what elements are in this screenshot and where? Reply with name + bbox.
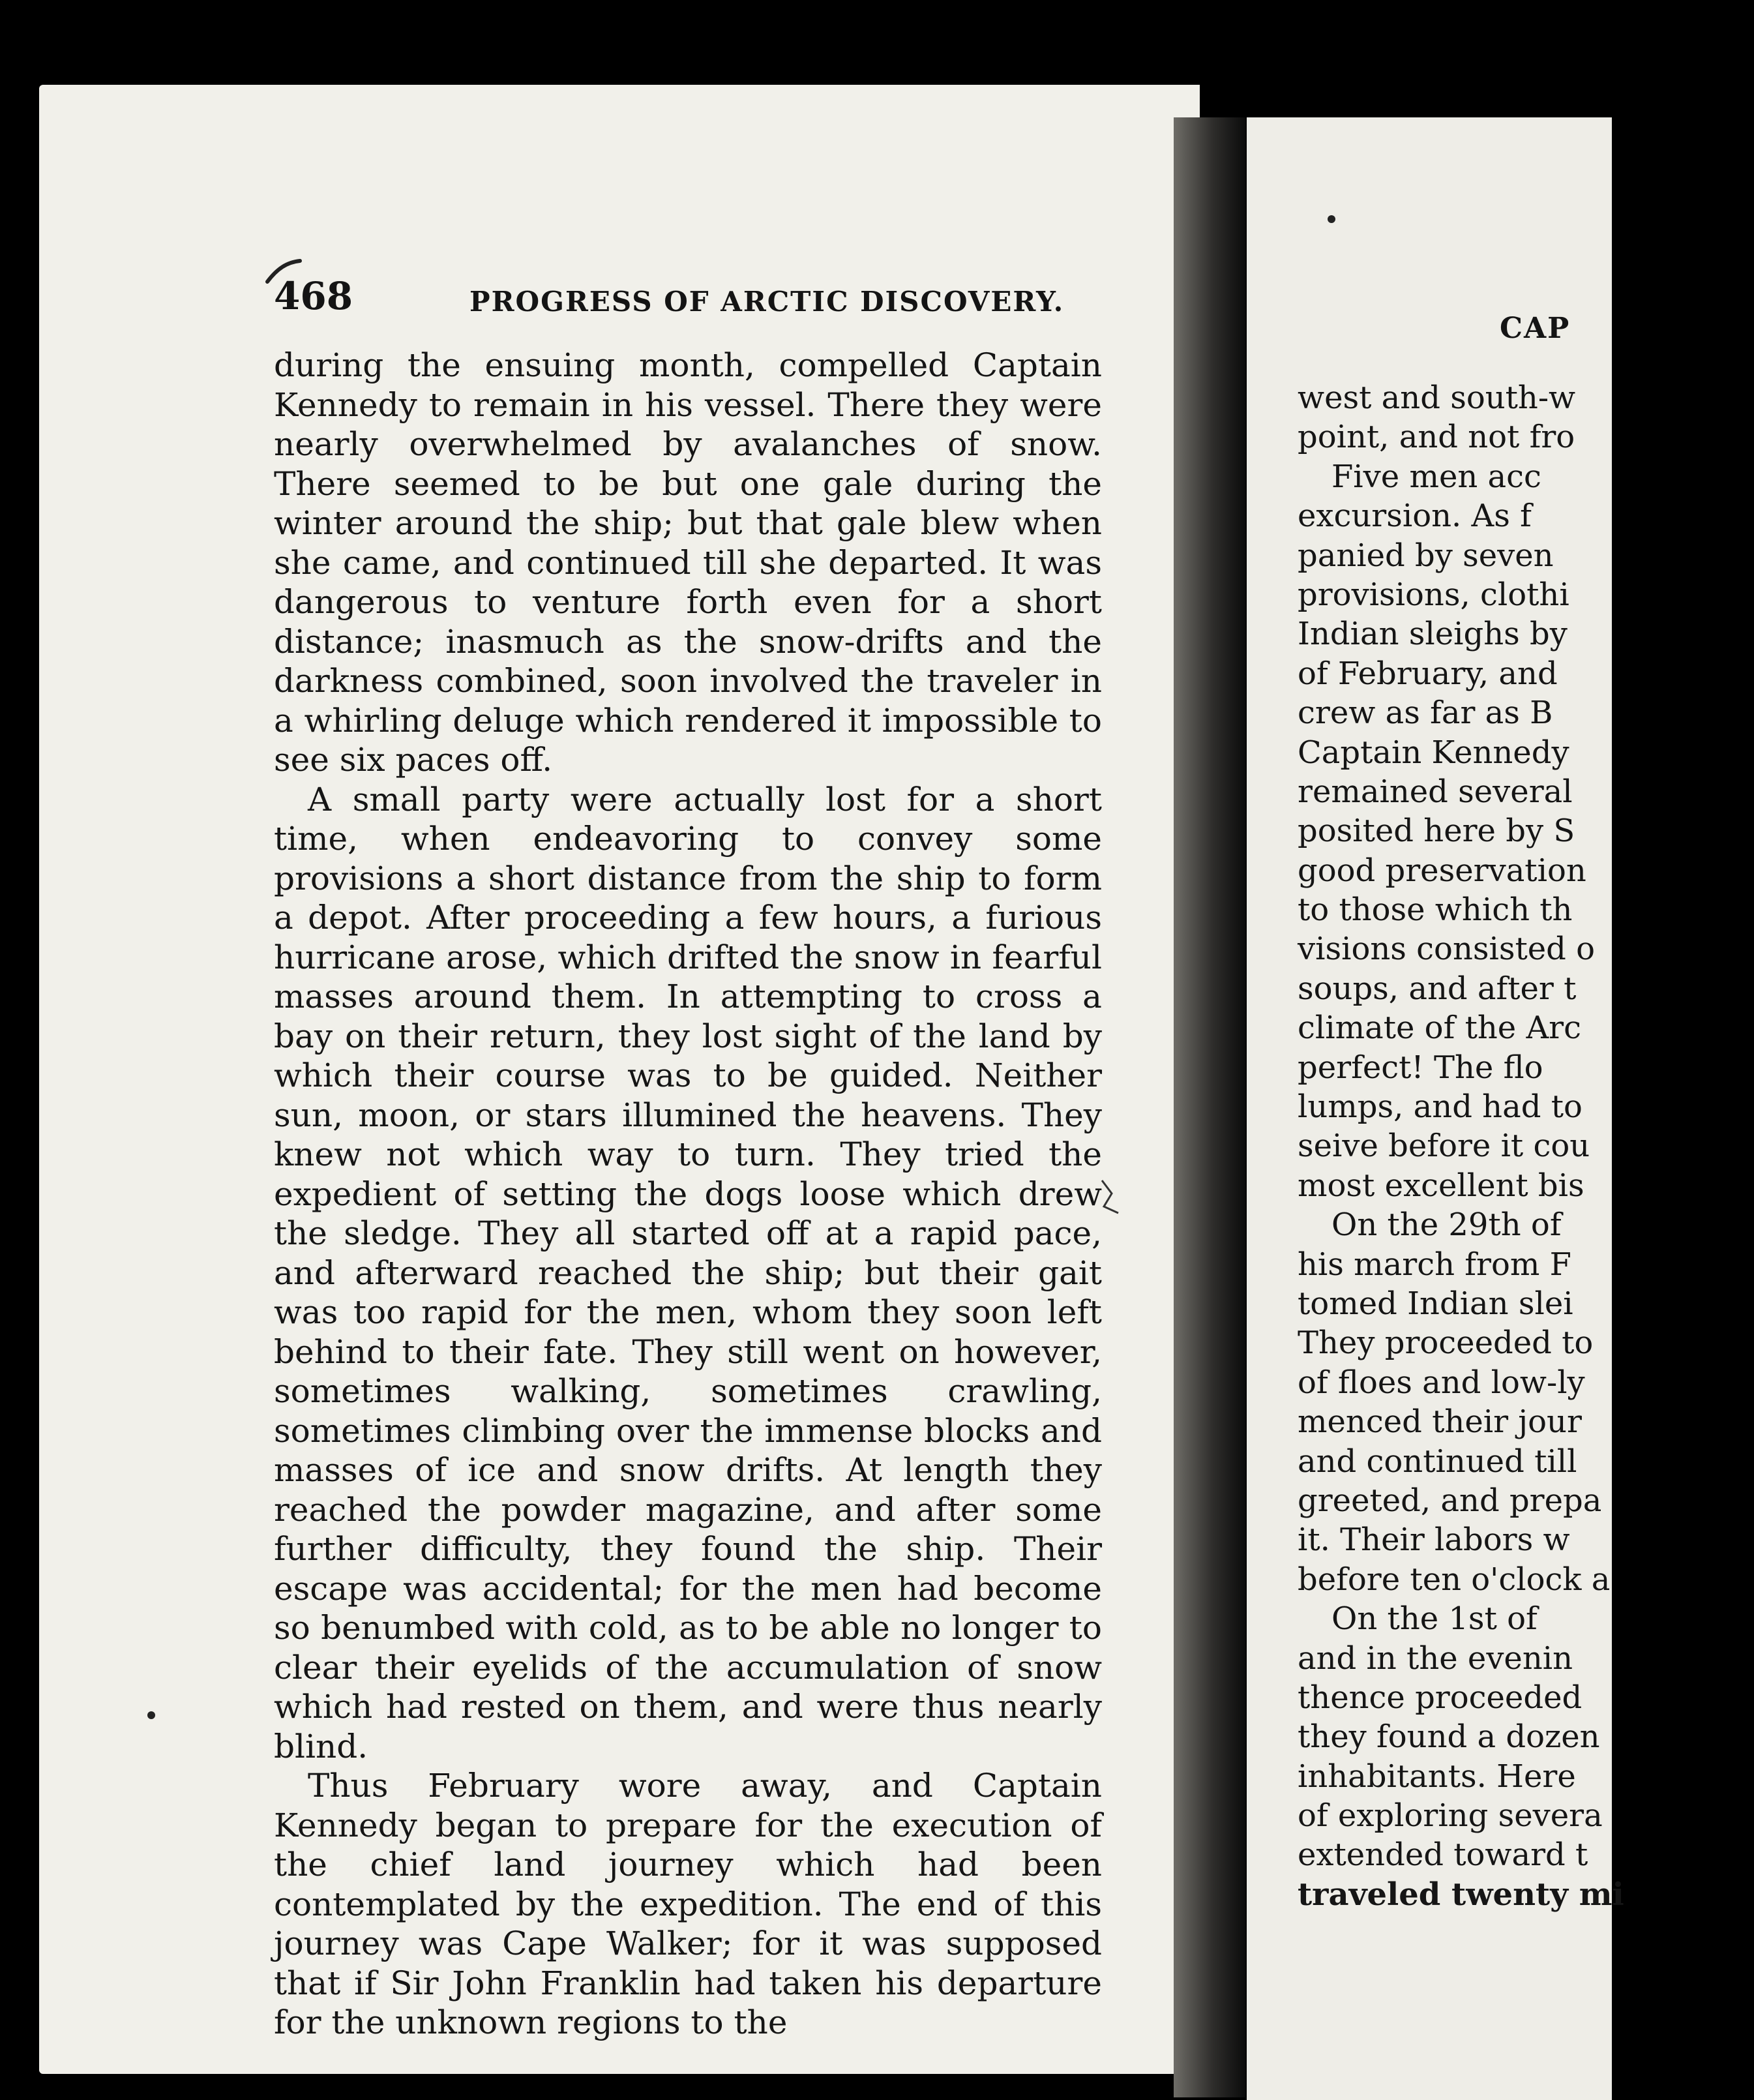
right-line: greeted, and prepa	[1298, 1482, 1602, 1519]
right-line: visions consisted o	[1298, 931, 1596, 968]
right-line: Captain Kennedy	[1298, 734, 1569, 771]
right-line: to those which th	[1298, 892, 1573, 929]
right-page-body	[1298, 378, 1754, 1914]
right-line: lumps, and had to	[1298, 1088, 1583, 1126]
right-line: remained several	[1298, 773, 1573, 810]
paragraph-2: A small party were actually lost for a short time, when endeavoring to convey some provisions a short distance from the ship to form a depot. After proceeding a few hours, a furious hurricane arose, which drifted the snow in fearful masses around them. In attempting to cross a bay on their return, they lost sight of the land by which their course was to be guided. Neither sun, moon, or stars illumined the heavens. They knew not which way to turn. They tried the expedient of setting the dogs loose which drew the sledge. They all started off at a rapid pace, and afterward reached the ship; but their gait was too rapid for the men, whom they soon left behind to their fate. They still went on however, sometimes walking, sometimes crawling, sometimes climbing over the immense blocks and masses of ice and snow drifts. At length they reached the powder magazine, and after some further difficulty, they found the ship. Their escape was accidental; for the men had become so benumbed with cold, as to be able no longer to clear their eyelids of the accumulation of snow which had rested on them, and were thus nearly blind.	[274, 780, 1102, 1765]
right-line: Five men acc	[1331, 458, 1541, 495]
right-line: west and south-w	[1298, 380, 1576, 416]
right-line: of floes and low-ly	[1298, 1364, 1585, 1401]
paragraph-3: Thus February wore away, and Captain Kennedy began to prepare for the execution of the chief land journey which had been contemplated by the expedition. The end of this journey was Cape Walker; for it was supposed that if Sir John Franklin had taken his departure for the unknown regions to the	[274, 1767, 1102, 2041]
right-line: extended toward t	[1298, 1837, 1588, 1874]
right-line: and in the evenin	[1298, 1640, 1573, 1677]
right-line: perfect! The flo	[1298, 1049, 1543, 1086]
page-number: 468	[274, 274, 353, 318]
right-line: seive before it cou	[1298, 1128, 1590, 1165]
right-line: it. Their labors w	[1298, 1522, 1570, 1559]
right-line: panied by seven	[1298, 537, 1554, 574]
right-line: They proceeded to	[1298, 1325, 1594, 1362]
right-line: and continued till	[1298, 1443, 1577, 1480]
right-line: traveled twenty mi	[1298, 1876, 1624, 1913]
right-line: menced their jour	[1298, 1403, 1582, 1441]
paragraph-1: during the ensuing month, compelled Captain Kennedy to remain in his vessel. There they were nearly overwhelmed by avalanches of snow. There seemed to be but one gale during the winter around the ship; but that gale blew when she came, and continued till she departed. It was dangerous to venture forth even for a short distance; inasmuch as the snow-drifts and the darkness combined, soon involved the traveler in a whirling deluge which rendered it impossible to see six paces off.	[274, 346, 1102, 779]
right-line: of exploring severa	[1298, 1797, 1603, 1835]
book-gutter	[1174, 117, 1245, 2097]
right-running-title: CAP	[1500, 312, 1571, 345]
margin-bracket-icon	[1099, 1174, 1125, 1226]
right-line: On the 29th of	[1331, 1207, 1562, 1244]
right-line: most excellent bis	[1298, 1167, 1584, 1204]
right-line: crew as far as B	[1298, 695, 1553, 732]
left-page-body	[274, 346, 1102, 2043]
right-line: Indian sleighs by	[1298, 616, 1568, 653]
right-line: they found a dozen	[1298, 1718, 1600, 1756]
right-line: his march from F	[1298, 1246, 1571, 1283]
right-line: inhabitants. Here	[1298, 1758, 1576, 1795]
right-line: excursion. As f	[1298, 498, 1532, 535]
right-line: climate of the Arc	[1298, 1010, 1581, 1047]
running-title: PROGRESS OF ARCTIC DISCOVERY.	[469, 286, 1065, 318]
right-line: good preservation	[1298, 852, 1586, 889]
right-line: provisions, clothi	[1298, 576, 1569, 613]
right-line: soups, and after t	[1298, 970, 1577, 1007]
right-line: point, and not fro	[1298, 419, 1575, 456]
stray-dot	[1328, 215, 1335, 223]
stray-dot	[147, 1711, 155, 1719]
right-line: thence proceeded	[1298, 1679, 1583, 1716]
right-line: On the 1st of	[1331, 1600, 1538, 1638]
right-line: posited here by S	[1298, 813, 1575, 850]
right-line: of February, and	[1298, 655, 1558, 692]
right-line: before ten o'clock a	[1298, 1561, 1611, 1598]
right-line: tomed Indian slei	[1298, 1285, 1573, 1322]
